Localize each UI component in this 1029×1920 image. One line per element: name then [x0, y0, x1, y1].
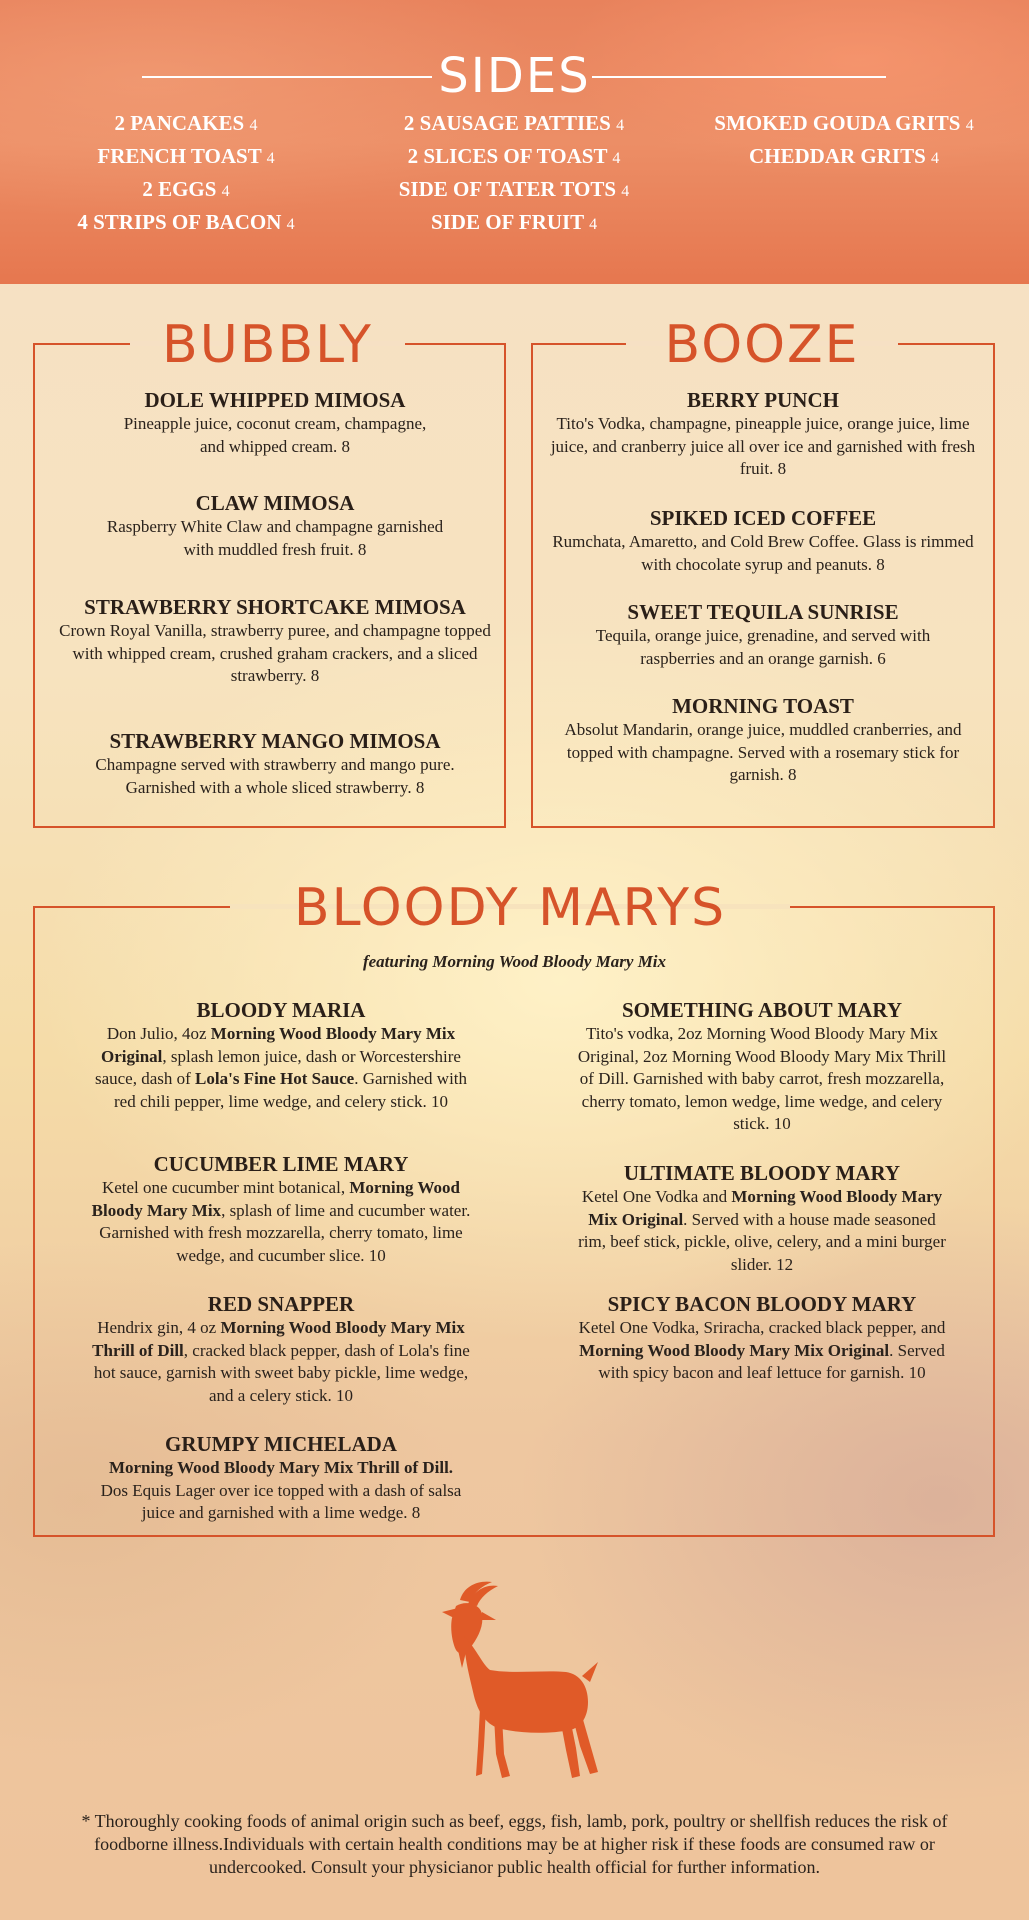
drink-name: STRAWBERRY MANGO MIMOSA	[109, 729, 441, 753]
side-item: CHEDDAR GRITS 4	[748, 144, 940, 168]
drink-name: CUCUMBER LIME MARY	[153, 1152, 409, 1176]
bubbly-item	[48, 728, 502, 799]
side-item: SIDE OF TATER TOTS 4	[398, 177, 630, 201]
drink-description: Tito's vodka, 2oz Morning Wood Bloody Mary Mix Original, 2oz Morning Wood Bloody Mary Mix Thrill of Dill. Garnished with baby carrot, fresh mozzarella, cherry tomato, lemon wedge, lime wedge, and celery stick. 10	[577, 1024, 947, 1133]
bubbly-item	[55, 490, 495, 561]
bloody-item	[565, 997, 959, 1136]
bubbly-item	[48, 594, 502, 688]
bloody-item	[565, 1291, 959, 1385]
booze-item	[548, 599, 978, 670]
drink-description: Ketel One Vodka and Morning Wood Bloody Mary Mix Original. Served with a house made seasoned rim, beef stick, pickle, olive, celery, and a mini burger slider. 12	[578, 1187, 946, 1274]
side-item: 2 SLICES OF TOAST 4	[407, 144, 621, 168]
bloody-item	[80, 1291, 482, 1407]
drink-description: Ketel one cucumber mint botanical, Morning Wood Bloody Mary Mix, splash of lime and cucumber water. Garnished with fresh mozzarella, cherry tomato, lime wedge, and cucumber slice. 10	[91, 1178, 471, 1265]
drink-name: DOLE WHIPPED MIMOSA	[144, 388, 406, 412]
drink-description: Hendrix gin, 4 oz Morning Wood Bloody Mary Mix Thrill of Dill, cracked black pepper, dash of Lola's fine hot sauce, garnish with sweet baby pickle, lime wedge, and a celery stick. 10	[92, 1318, 470, 1405]
drink-name: BERRY PUNCH	[687, 388, 839, 412]
goat-icon	[420, 1578, 610, 1783]
drink-name: ULTIMATE BLOODY MARY	[623, 1161, 901, 1185]
drink-description: Champagne served with strawberry and mango pure. Garnished with a whole sliced strawberry. 8	[95, 755, 455, 797]
side-item: SIDE OF FRUIT 4	[430, 210, 598, 234]
drink-description: Crown Royal Vanilla, strawberry puree, and champagne topped with whipped cream, crushed graham crackers, and a sliced strawberry. 8	[59, 621, 491, 685]
bloody-marys-title: BLOODY MARYS	[293, 878, 727, 938]
drink-description: Raspberry White Claw and champagne garnished with muddled fresh fruit. 8	[106, 517, 444, 559]
bloody-item	[80, 997, 482, 1113]
booze-title: BOOZE	[664, 315, 860, 375]
bubbly-item	[55, 387, 495, 458]
drink-name: MORNING TOAST	[672, 694, 854, 718]
side-item: 4 STRIPS OF BACON 4	[77, 210, 295, 234]
drink-name: RED SNAPPER	[207, 1292, 355, 1316]
drink-description: Tequila, orange juice, grenadine, and served with raspberries and an orange garnish. 6	[595, 626, 931, 668]
drink-description: Tito's Vodka, champagne, pineapple juice, orange juice, lime juice, and cranberry juice all over ice and garnished with fresh fruit. 8	[550, 414, 976, 478]
booze-item	[548, 505, 978, 576]
drink-name: STRAWBERRY SHORTCAKE MIMOSA	[84, 595, 466, 619]
sides-title: SIDES	[438, 48, 591, 104]
drink-name: BLOODY MARIA	[196, 998, 366, 1022]
sides-column-2	[344, 108, 684, 240]
drink-description: Pineapple juice, coconut cream, champagne, and whipped cream. 8	[123, 414, 427, 456]
drink-description: Morning Wood Bloody Mary Mix Thrill of Dill. Dos Equis Lager over ice topped with a dash of salsa juice and garnished with a lime wedge. 8	[100, 1458, 462, 1522]
bloody-item	[80, 1151, 482, 1267]
drink-name: SPIKED ICED COFFEE	[649, 506, 877, 530]
drink-name: SPICY BACON BLOODY MARY	[607, 1292, 917, 1316]
sides-section	[0, 0, 1029, 284]
drink-description: Ketel One Vodka, Sriracha, cracked black pepper, and Morning Wood Bloody Mary Mix Original. Served with spicy bacon and leaf lettuce for garnish. 10	[578, 1318, 946, 1382]
side-item: FRENCH TOAST 4	[97, 144, 275, 168]
drink-name: SOMETHING ABOUT MARY	[621, 998, 903, 1022]
drink-description: Don Julio, 4oz Morning Wood Bloody Mary Mix Original, splash lemon juice, dash or Worcestershire sauce, dash of Lola's Fine Hot Sauce. Garnished with red chili pepper, lime wedge, and celery stick. 10	[94, 1024, 468, 1111]
booze-item	[548, 387, 978, 481]
bloody-marys-subtitle: featuring Morning Wood Bloody Mary Mix	[362, 952, 667, 971]
bloody-item	[565, 1160, 959, 1276]
side-item: 2 SAUSAGE PATTIES 4	[403, 111, 625, 135]
drink-description: Rumchata, Amaretto, and Cold Brew Coffee. Glass is rimmed with chocolate syrup and peanuts. 8	[552, 532, 974, 574]
booze-item	[548, 693, 978, 787]
bloody-item	[80, 1431, 482, 1525]
bubbly-title: BUBBLY	[162, 315, 373, 375]
side-item: 2 PANCAKES 4	[114, 111, 258, 135]
drink-description: Absolut Mandarin, orange juice, muddled cranberries, and topped with champagne. Served with a rosemary stick for garnish. 8	[564, 720, 962, 784]
footnote: * Thoroughly cooking foods of animal origin such as beef, eggs, fish, lamb, pork, poultry or shellfish reduces the risk of foodborne illness.Individuals with certain health conditions may be at higher risk if these foods are consumed raw or undercooked. Consult your physicianor public health official for further information.	[81, 1811, 948, 1877]
side-item: SMOKED GOUDA GRITS 4	[714, 111, 974, 135]
drink-name: GRUMPY MICHELADA	[165, 1432, 397, 1456]
sides-column-1	[16, 108, 356, 240]
side-item: 2 EGGS 4	[142, 177, 230, 201]
drink-name: CLAW MIMOSA	[195, 491, 355, 515]
drink-name: SWEET TEQUILA SUNRISE	[627, 600, 899, 624]
sides-column-3	[674, 108, 1014, 174]
